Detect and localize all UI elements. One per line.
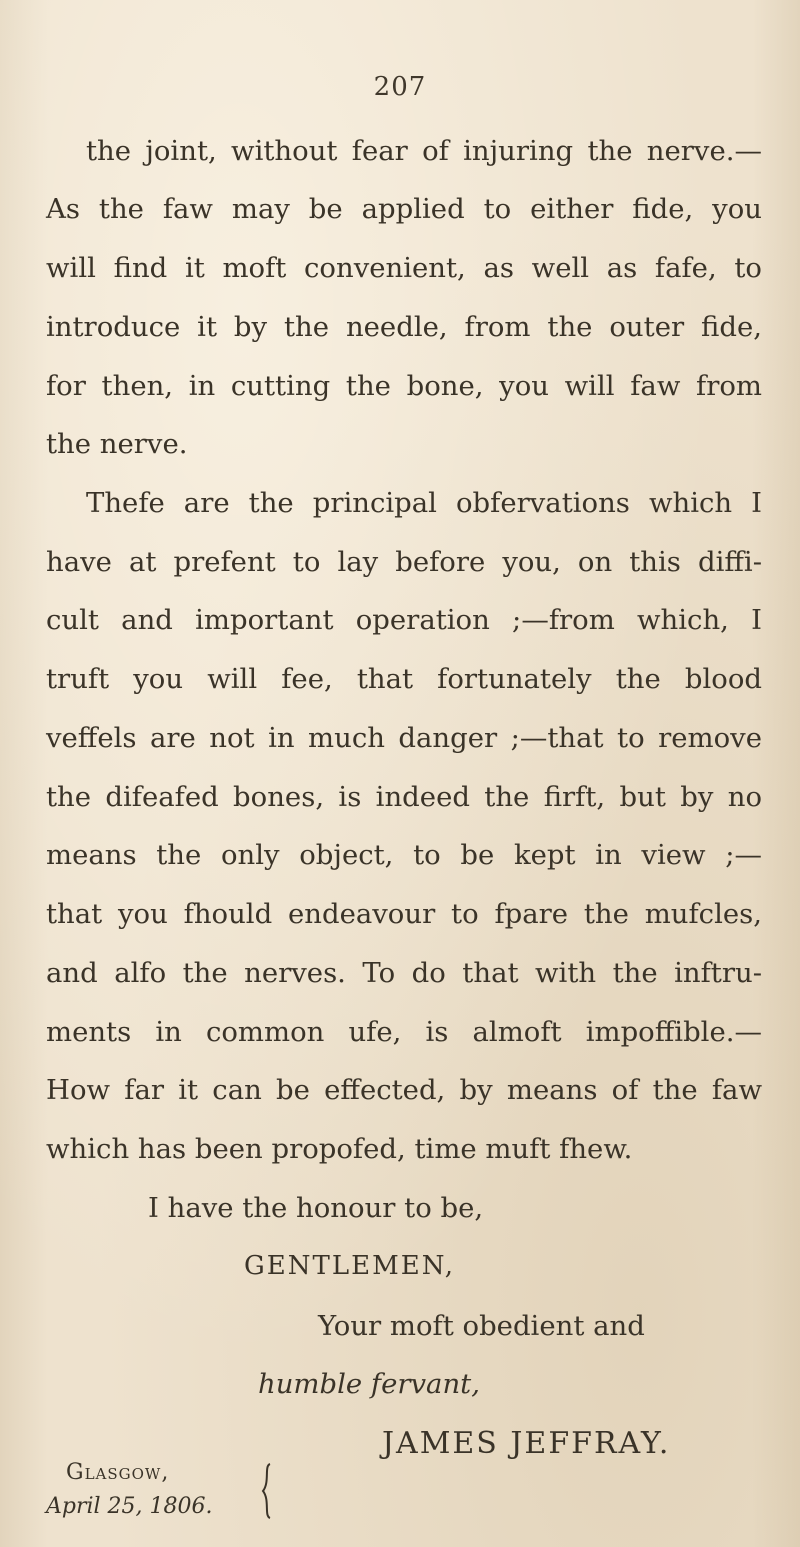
text-line-15: and alfo the nerves. To do that with the inftru- [46,957,762,989]
text-line-4: introduce it by the needle, from the outer fide, [46,311,762,343]
text-line-3: will find it moft convenient, as well as fafe, to [46,252,762,284]
author-signature: JAMES JEFFRAY. [382,1426,671,1461]
brace-icon [260,1462,274,1520]
closing-obedient-line: Your moft obedient and [318,1310,645,1342]
text-line-13: means the only object, to be kept in view ;— [46,839,762,871]
text-line-17: How far it can be effected, by means of the faw [46,1074,762,1106]
dateline-date: April 25, 1806. [46,1494,213,1519]
text-line-7: Thefe are the principal obfervations which I [86,487,762,519]
text-line-5: for then, in cutting the bone, you will faw from [46,370,762,402]
closing-honour-line: I have the honour to be, [148,1192,484,1224]
text-line-11: veffels are not in much danger ;—that to remove [46,722,762,754]
text-line-1: the joint, without fear of injuring the nerve.— [86,135,762,167]
text-line-8: have at prefent to lay before you, on this diffi- [46,546,762,578]
text-line-2: As the faw may be applied to either fide, you [46,193,762,225]
text-line-14: that you fhould endeavour to fpare the mufcles, [46,898,762,930]
text-line-12: the difeafed bones, is indeed the firft, but by no [46,781,762,813]
text-line-16: ments in common ufe, is almoft impoffible.— [46,1016,762,1048]
closing-salutation: GENTLEMEN, [244,1251,456,1281]
page-number: 207 [373,72,427,102]
dateline-place: Glasgow, [66,1460,170,1485]
text-line-6: the nerve. [46,428,188,460]
text-line-9: cult and important operation ;—from which, I [46,604,762,636]
text-line-18: which has been propofed, time muft fhew. [46,1133,633,1165]
text-line-10: truft you will fee, that fortunately the blood [46,663,762,695]
closing-servant-line: humble fervant, [258,1368,480,1400]
